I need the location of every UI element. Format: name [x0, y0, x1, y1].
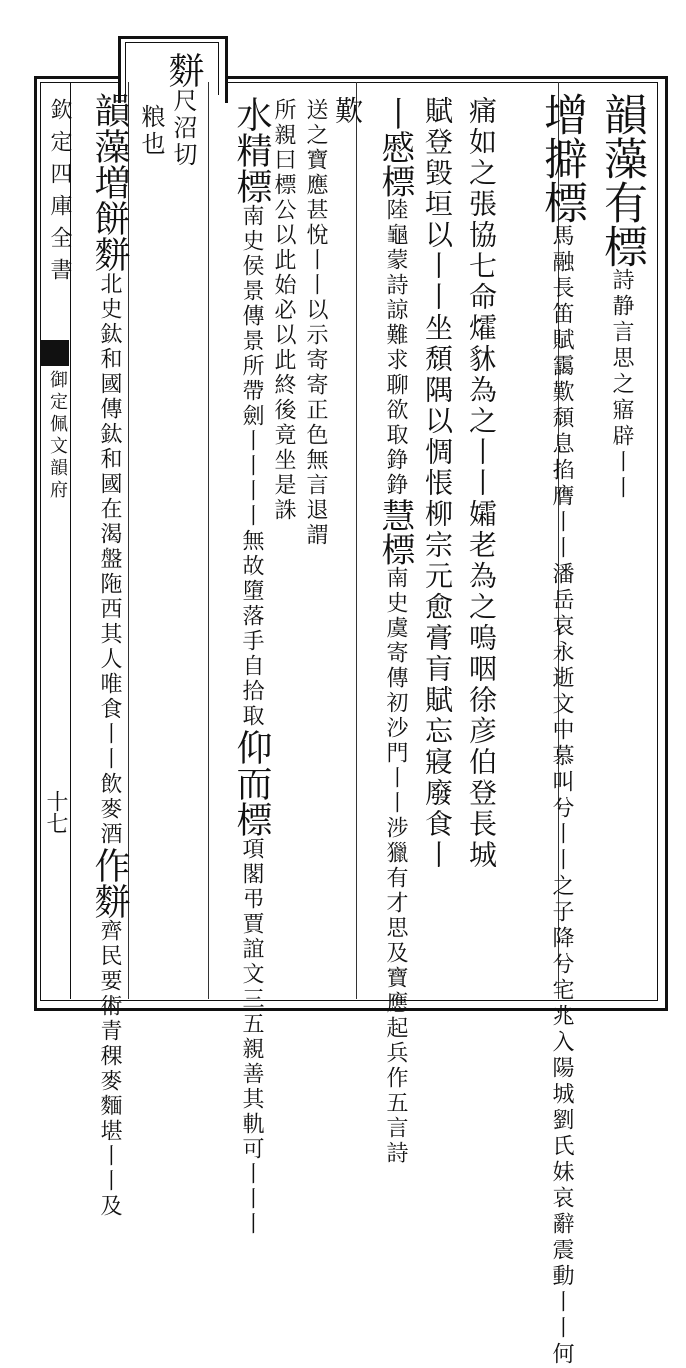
- text-column-7: [298, 98, 332, 548]
- column-rule: [208, 82, 209, 999]
- column-text: 送之寶應甚悅丨丨以示寄寄正色無言退謂: [303, 98, 328, 548]
- entry-heading: 作䴵: [89, 847, 130, 919]
- text-column-5: [375, 96, 415, 1166]
- text-column-3: [464, 96, 498, 871]
- text-column-1: [596, 92, 647, 502]
- entry-heading: 韻藻増餅䴵: [89, 92, 130, 272]
- entry-note: 陸龜蒙詩諒難求聊欲取錚錚: [383, 198, 408, 498]
- column-text: 賦登毀垣以丨丨坐頹隅以惆悵柳宗元愈膏肓賦忘寢廢食丨: [421, 96, 454, 871]
- entry-note: 詩静言思之寤辟丨丨: [609, 268, 634, 502]
- entry-heading: 水精標: [231, 96, 272, 204]
- tab-gloss2: 粮也: [137, 104, 165, 158]
- entry-heading: 增擗標: [536, 92, 587, 224]
- folio-number: 十七: [43, 790, 68, 834]
- text-column-10b: [134, 104, 168, 158]
- entry-note: 齊民要術青稞麥麵堪丨丨及: [97, 919, 122, 1219]
- fishtail-marker: [41, 340, 69, 366]
- entry-note: 南史侯景傳景所帶劍丨丨丨丨無故墮落手自拾取: [239, 204, 264, 729]
- entry-note: 馬融長笛賦靄歎頹息掐膺丨丨潘岳哀永逝文中慕叫兮丨丨之子降兮宅兆入陽城劉氏妹哀辭震動丨丨何: [549, 224, 574, 1368]
- column-rule: [356, 82, 357, 999]
- tab-gloss: 尺沼切: [169, 88, 197, 169]
- text-column-10: [163, 52, 204, 169]
- entry-note: 南史虞寄傳初沙門丨丨涉獵有才思及寶應起兵作五言詩: [383, 566, 408, 1166]
- entry-heading: 丨慼標: [375, 96, 415, 198]
- entry-heading: 慧標: [375, 498, 415, 566]
- text-column-9: [231, 96, 272, 1237]
- column-text: 所親曰標公以此始必以此終後竟坐是誅: [271, 98, 296, 523]
- text-column-2: [536, 92, 587, 1368]
- column-text: 痛如之張協七命㸌䝗為之丨丨孀老為之嗚咽徐彦伯登長城: [465, 96, 498, 871]
- text-column-4: [420, 96, 454, 871]
- entry-heading: 仰而標: [231, 729, 272, 837]
- entry-note: 北史鈦和國傳鈦和國在渴盤陁西其人唯食丨丨飲麥酒: [97, 272, 122, 847]
- text-column-11: [89, 92, 130, 1219]
- spine-title: 欽定四庫全書: [47, 98, 72, 290]
- entry-note: 項閣弔賈誼文三五親善其軌可丨丨丨: [239, 837, 264, 1237]
- spine-book-title: 御定佩文韻府: [47, 370, 68, 502]
- tab-heading: 䴵: [163, 52, 204, 88]
- column-text: 歎: [331, 96, 364, 127]
- entry-heading: 韻藻有標: [596, 92, 647, 268]
- text-column-6: [330, 96, 364, 127]
